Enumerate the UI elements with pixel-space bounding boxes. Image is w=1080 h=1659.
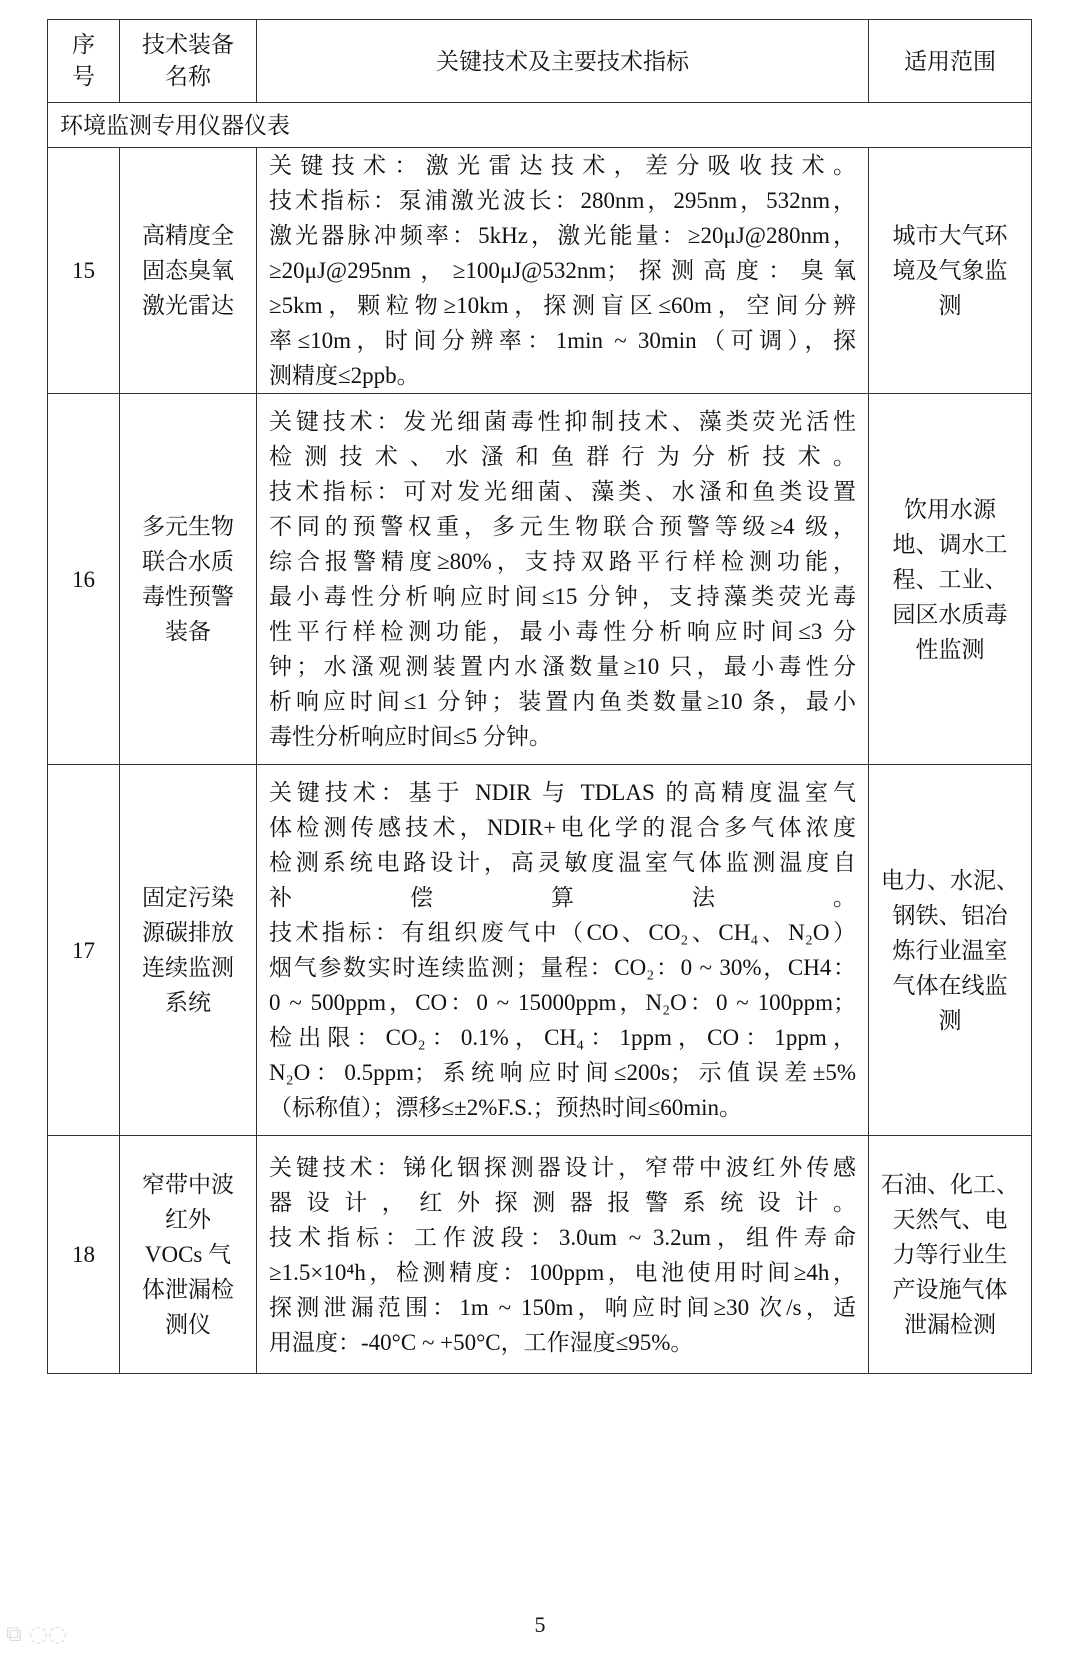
row-tech-details [257, 1136, 869, 1374]
detail-line: 最小毒性分析响应时间≤15 分钟，支持藻类荧光毒 [269, 584, 856, 609]
detail-line: 0 ~ 500ppm，CO：0 ~ 15000ppm，N₂O：0 ~ 100ppm； [269, 990, 856, 1015]
detail-line: ≥1.5×10⁴h，检测精度：100ppm，电池使用时间≥4h， [269, 1259, 856, 1285]
scope-line: 程、工业、 [892, 566, 1008, 592]
name-line: 连续监测 [142, 955, 234, 980]
scope-line: 泄漏检测 [904, 1312, 996, 1337]
detail-line: 析响应时间≤1 分钟；装置内鱼类数量≥10 条，最小 [269, 689, 856, 714]
name-line: 激光雷达 [142, 293, 234, 318]
detail-line: 技术指标：可对发光细菌、藻类、水溞和鱼类设置 [269, 479, 856, 504]
scope-line: 气体在线监 [892, 972, 1008, 998]
table-row [48, 394, 1032, 765]
scope-line: 地、调水工 [892, 531, 1008, 557]
row-tech-details [257, 765, 869, 1136]
detail-line: 器设计，红外探测器报警系统设计。 [269, 1189, 856, 1215]
scope-line: 产设施气体 [892, 1277, 1008, 1302]
name-line: 窄带中波 [142, 1172, 234, 1197]
name-line: 测仪 [165, 1312, 211, 1337]
scope-line: 测 [938, 1007, 962, 1033]
name-line: 装备 [165, 619, 211, 644]
row-scope [869, 148, 1032, 394]
scope-line: 测 [938, 293, 962, 318]
row-seq: 16 [48, 394, 120, 765]
header-name: 技术装备名称 [120, 20, 257, 103]
detail-line: 率≤10m，时间分辨率：1min ~ 30min（可调），探 [269, 328, 856, 353]
detail-line: 探测泄漏范围：1m ~ 150m，响应时间≥30 次/s，适 [269, 1294, 856, 1320]
equipment-table [47, 19, 1032, 1374]
row-scope [869, 394, 1032, 765]
name-line: 系统 [165, 990, 211, 1015]
scope-line: 境及气象监 [892, 258, 1008, 283]
scope-line: 电力、水泥、 [881, 867, 1019, 893]
scope-line: 石油、化工、 [881, 1172, 1019, 1197]
detail-line: 技术指标：有组织废气中（CO、CO₂、CH₄、N₂O） [269, 920, 856, 945]
row-scope [869, 765, 1032, 1136]
name-line: VOCs 气 [144, 1242, 232, 1267]
header-seq: 序号 [48, 20, 120, 103]
name-line: 红外 [165, 1207, 211, 1232]
detail-line: 烟气参数实时连续监测；量程：CO₂：0 ~ 30%，CH4： [269, 955, 856, 980]
scope-line: 园区水质毒 [892, 601, 1008, 627]
row-tech-details [257, 148, 869, 394]
detail-line: ≥5km，颗粒物≥10km，探测盲区≤60m，空间分辨 [269, 293, 856, 318]
name-line: 固态臭氧 [142, 258, 234, 283]
detail-line: 关键技术：发光细菌毒性抑制技术、藻类荧光活性 [269, 409, 856, 434]
detail-line: 检测系统电路设计，高灵敏度温室气体监测温度自 [269, 850, 856, 875]
detail-line: 补偿算法。 [269, 885, 856, 910]
name-line: 高精度全 [142, 223, 234, 248]
scope-line: 力等行业生 [892, 1242, 1008, 1267]
name-line: 联合水质 [142, 549, 234, 574]
scope-line: 天然气、电 [892, 1207, 1008, 1232]
detail-line: 检出限：CO₂：0.1%，CH₄：1ppm，CO：1ppm， [269, 1025, 856, 1050]
header-tech: 关键技术及主要技术指标 [257, 20, 869, 103]
page-number: 5 [534, 1612, 546, 1637]
row-name [120, 148, 257, 394]
row-name [120, 765, 257, 1136]
detail-line: N₂O：0.5ppm；系统响应时间≤200s；示值误差±5% [269, 1060, 856, 1085]
row-seq: 18 [48, 1136, 120, 1374]
detail-line: 技术指标：工作波段：3.0um ~ 3.2um，组件寿命 [269, 1224, 856, 1250]
section-title: 环境监测专用仪器仪表 [48, 103, 1032, 148]
scope-line: 炼行业温室 [892, 937, 1008, 963]
row-name [120, 394, 257, 765]
scope-line: 性监测 [915, 636, 985, 662]
detail-line: 用温度：-40°C ~ +50°C，工作湿度≤95%。 [269, 1329, 694, 1355]
table-header-row [48, 20, 1032, 103]
detail-line: 关键技术：激光雷达技术，差分吸收技术。 [269, 153, 856, 178]
detail-line: （标称值）；漂移≤±2%F.S.；预热时间≤60min。 [269, 1095, 743, 1120]
name-line: 毒性预警 [142, 584, 234, 609]
scope-line: 饮用水源 [904, 496, 996, 522]
header-scope: 适用范围 [869, 20, 1032, 103]
scope-line: 城市大气环 [892, 223, 1008, 248]
detail-line: 钟；水溞观测装置内水溞数量≥10 只，最小毒性分 [269, 654, 856, 679]
detail-line: 检测技术、水溞和鱼群行为分析技术。 [269, 444, 856, 469]
detail-line: ≥20μJ@295nm，≥100μJ@532nm；探测高度：臭氧 [269, 258, 856, 283]
detail-line: 激光器脉冲频率：5kHz，激光能量：≥20μJ@280nm， [269, 223, 856, 248]
detail-line: 测精度≤2ppb。 [269, 363, 420, 388]
detail-line: 性平行样检测功能，最小毒性分析响应时间≤3 分 [269, 619, 856, 644]
name-line: 固定污染 [142, 885, 234, 910]
watermark-logo: ⧉ ◌◌ [6, 1622, 68, 1647]
table-row [48, 765, 1032, 1136]
table-row [48, 1136, 1032, 1374]
row-name [120, 1136, 257, 1374]
detail-line: 关键技术：锑化铟探测器设计，窄带中波红外传感 [269, 1154, 856, 1180]
detail-line: 不同的预警权重，多元生物联合预警等级≥4 级， [269, 514, 856, 539]
name-line: 多元生物 [142, 514, 234, 539]
name-line: 体泄漏检 [142, 1277, 234, 1302]
row-tech-details [257, 394, 869, 765]
detail-line: 关键技术：基于 NDIR 与 TDLAS 的高精度温室气 [269, 780, 856, 805]
detail-line: 技术指标：泵浦激光波长：280nm，295nm，532nm， [269, 188, 856, 213]
section-row [48, 103, 1032, 148]
name-line: 源碳排放 [142, 920, 234, 945]
row-seq: 15 [48, 148, 120, 394]
table-row [48, 148, 1032, 394]
row-seq: 17 [48, 765, 120, 1136]
detail-line: 毒性分析响应时间≤5 分钟。 [269, 724, 552, 749]
detail-line: 体检测传感技术，NDIR+电化学的混合多气体浓度 [269, 815, 856, 840]
detail-line: 综合报警精度≥80%，支持双路平行样检测功能， [269, 549, 856, 574]
scope-line: 钢铁、铝冶 [892, 902, 1008, 928]
row-scope [869, 1136, 1032, 1374]
